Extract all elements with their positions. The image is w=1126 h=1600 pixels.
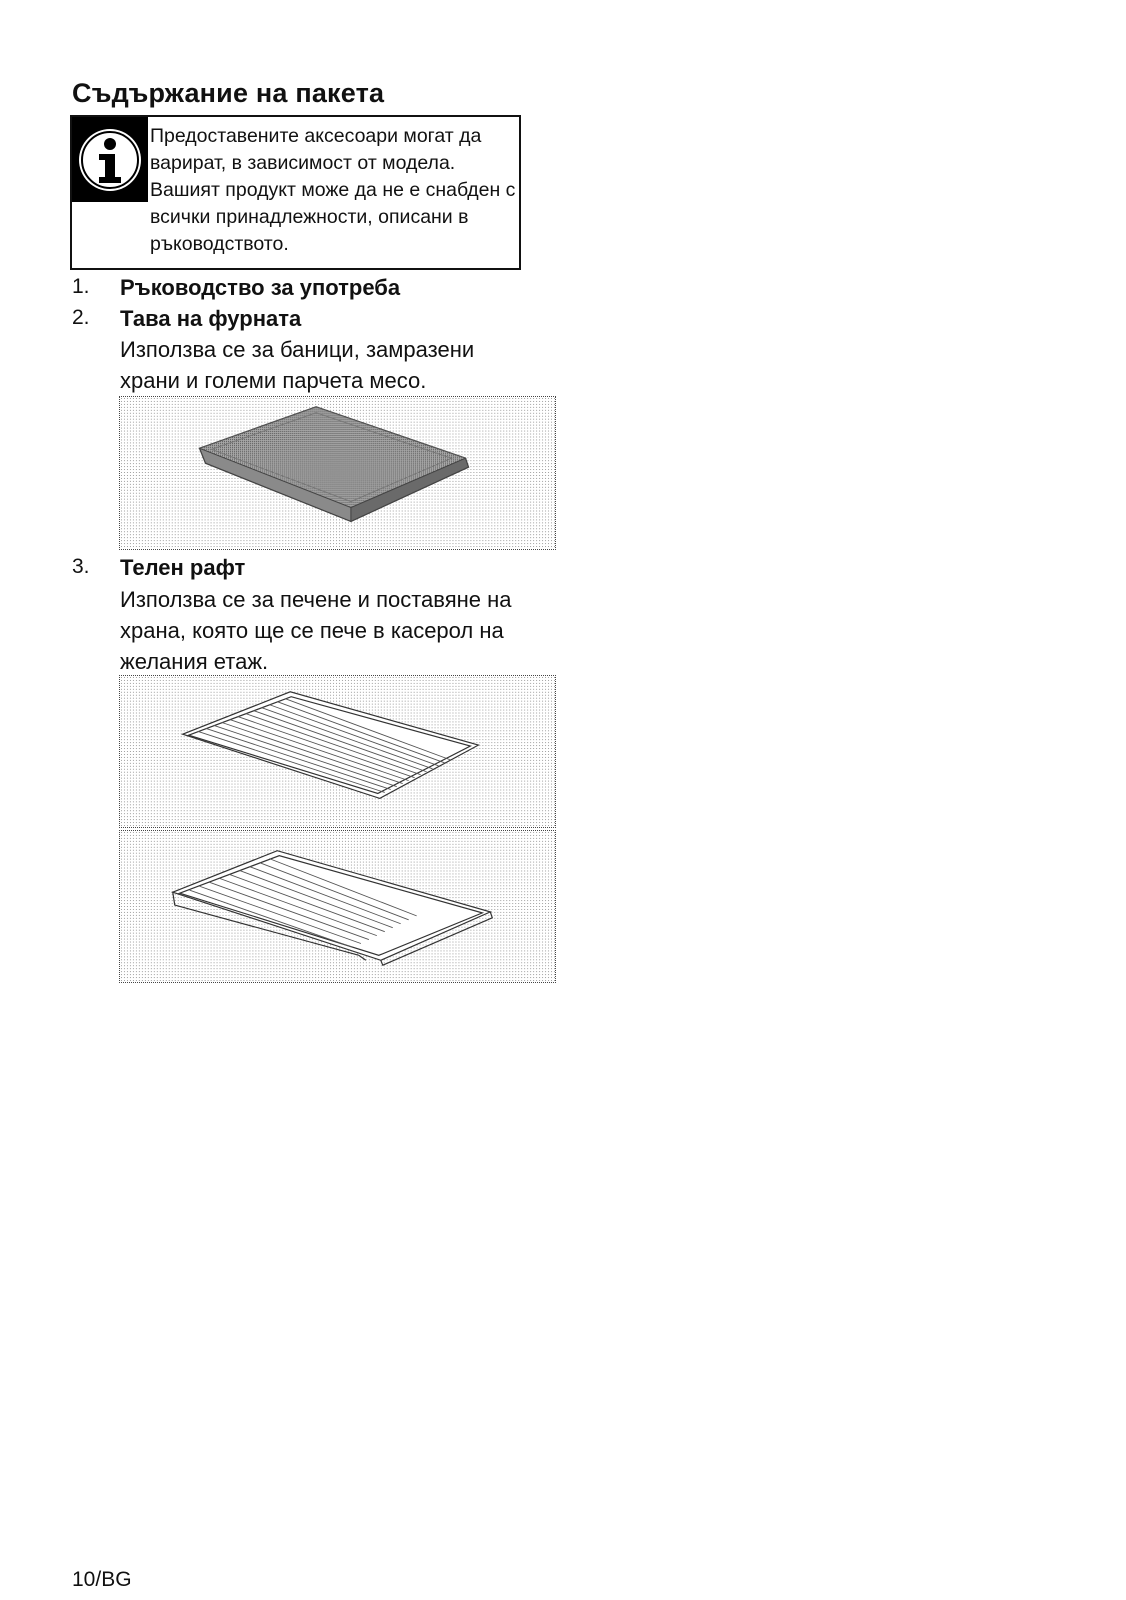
wire-shelf-illustration <box>119 675 556 828</box>
item-title-wire-shelf: Телен рафт <box>120 555 246 580</box>
page-number: 10/BG <box>72 1568 132 1591</box>
info-icon <box>72 117 148 202</box>
note-text: Предоставените аксесоари могат да варират, в зависимост от модела. Вашият продукт може да не е снабден с всички принадлежности, описани в ръководството. <box>150 125 516 255</box>
item-description-tray: Използва се за баници, замразени храни и големи парчета месо. <box>120 337 475 393</box>
wire-shelf-angled-illustration <box>119 830 556 983</box>
item-number: 1. <box>72 275 90 298</box>
baking-tray-illustration <box>119 396 556 550</box>
item-number: 3. <box>72 555 90 578</box>
item-title-manual: Ръководство за употреба <box>120 275 401 300</box>
info-note <box>70 115 521 270</box>
item-description-wire-shelf: Използва се за печене и поставяне на храна, която ще се пече в касерол на желания етаж. <box>120 587 512 674</box>
page-title: Съдържание на пакета <box>72 78 385 108</box>
item-number: 2. <box>72 306 90 329</box>
item-title-tray: Тава на фурната <box>120 306 302 331</box>
